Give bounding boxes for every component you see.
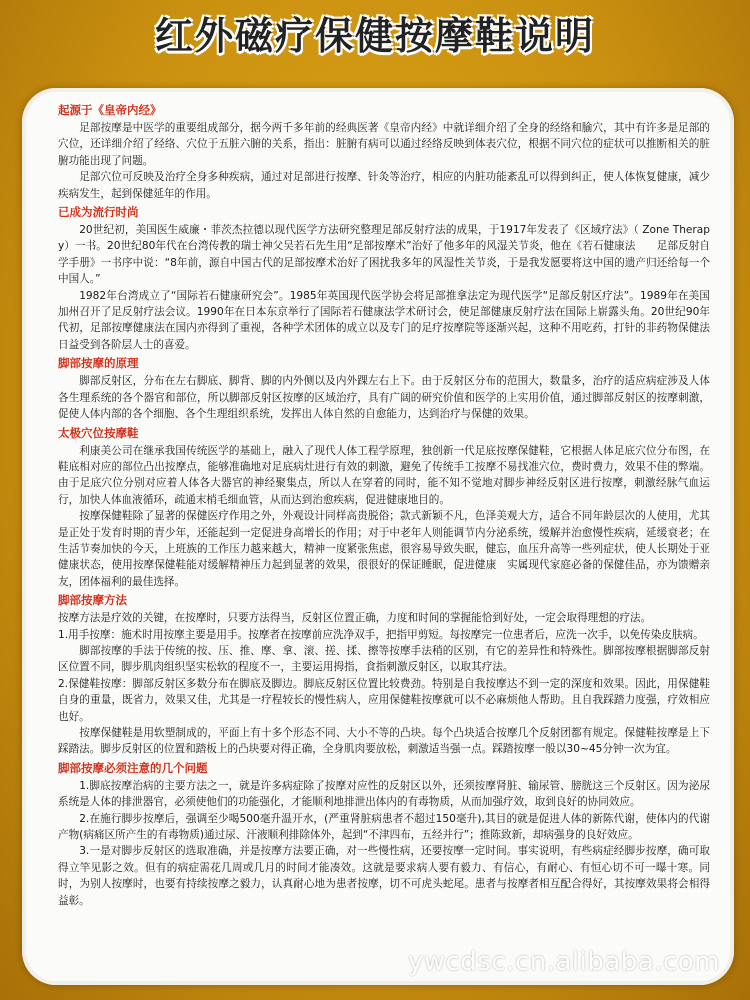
- section-heading-trend: 已成为流行时尚: [58, 205, 139, 220]
- section-heading-principle: 脚部按摩的原理: [58, 356, 139, 371]
- section-paragraph: 足部穴位可反映及治疗全身多种疾病，通过对足部进行按摩、针灸等治疗，相应的内脏功能紊乱可以得到纠正，使人体恢复健康，减少疾病发生，起到保健延年的作用。: [58, 171, 710, 200]
- section-paragraph: 按摩保健鞋除了显著的保健医疗作用之外，外观设计同样高贵脱俗；款式新颖不凡，色泽美观大方，适合不同年龄层次的人使用，尤其是正处于发育时期的青少年，还能起到一定促进身高增长的作用；对于中老年人则能调节内分泌系统，缓解并治愈慢性疾病，延缓衰老；在生活节奏加快的今天，上班族的工作压力越来越大，精神一度紧张焦虑，很容易导致失眠，健忘，血压升高等一些列症状，使人长期处于亚健康状态，使用按摩保健鞋能对缓解精神压力起到显著的效果，很很好的保证睡眠，促进健康 实属现代家庭必备的保健佳品，亦为馈赠亲友，团体福利的最佳选择。: [58, 510, 710, 588]
- section-paragraph: 脚部按摩的手法于传统的按、压、推、摩、拿、滚、搓、揉、擦等按摩手法稍的区别，有它的差异性和特殊性。脚部按摩根据脚部反射区位置不同，脚步肌肉组织坚实松软的程度不一，主要运用拇指，食指刺激反射区，以取其疗法。: [58, 644, 710, 674]
- section-paragraph: 2.保健鞋按摩：脚部反射区多数分布在脚底及脚边。脚底反射区位置比较费劲。特别是自我按摩达不到一定的深度和效果。因此，用保健鞋自身的重量，既省力，效果又佳，尤其是一疗程较长的慢性病人，应用保健鞋按摩就可以不必麻烦他人帮助。且自我踩踏力度强，疗效相应也好。: [58, 677, 710, 723]
- section-heading-origin: 起源于《皇帝内经》: [58, 103, 162, 117]
- section-paragraph: 1.用手按摩：施术时用按摩主要是用手。按摩者在按摩前应洗净双手，把指甲剪短。每按摩完一位患者后，应洗一次手，以免传染皮肤病。: [58, 628, 704, 641]
- watermark-text: ywcdsc.cn.alibaba.com: [407, 947, 720, 977]
- section-paragraph: 3.一是对脚步反射区的选取准确，并是按摩方法要正确，对一些慢性病，还要按摩一定时间。事实说明，有些病症经脚步按摩，确可取得立竿见影之效。但有的病症需花几周或几月的时间才能凑效。这就是要求病人要有毅力、有信心，有耐心、有恒心切不可一曝十寒。同时，为别人按摩时，也要有持续按摩之毅力，认真耐心地为患者按摩，切不可虎头蛇尾。患者与按摩者相互配合得好，其按摩效果将会相得益彰。: [58, 845, 710, 907]
- section-paragraph: 按摩方法是疗效的关键，在按摩时，只要方法得当，反射区位置正确，力度和时间的掌握能恰到好处，一定会取得理想的疗法。: [58, 612, 652, 625]
- page-title: 红外磁疗保健按摩鞋说明: [154, 14, 595, 58]
- section-paragraph: 利康美公司在继承我国传统医学的基础上，融入了现代人体工程学原理，独创新一代足底按摩保健鞋，它根据人体足底穴位分布图，在鞋底相对应的部位凸出按摩点，能够准确地对足底病灶进行有效的刺激，避免了传统手工按摩不易找准穴位，费时费力，效果不佳的弊端。由于足底穴位分别对应着人体各大器官的神经聚集点，所以人在穿着的同时，能不知不觉地对脚步神经反射区进行按摩，刺激经脉气血运行，加快人体血液循环，疏通末梢毛细血管，从而达到治愈疾病，促进健康地目的。: [58, 444, 710, 506]
- section-paragraph: 1982年台湾成立了“国际若石健康研究会”。1985年英国现代医学协会将足部推拿法定为现代医学“足部反射区疗法”。1989年在美国加州召开了足反射疗法会议。1990年在日本东京举行了国际若石健康法学术研讨会，使足部健康反射疗法在国际上崭露头角。20世纪90年代初，足部按摩健康法在国内亦得到了重视，各种学术团体的成立以及专门的足疗按摩院等逐渐兴起，这种不用吃药，打针的非药物保健法日益受到各阶层人士的喜爱。: [58, 289, 710, 351]
- board-content: [58, 100, 710, 909]
- section-paragraph: 按摩保健鞋是用软塑制成的，平面上有十多个形态不同、大小不等的凸块。每个凸块适合按摩几个反射团都有规定。保健鞋按摩是上下踩踏法。脚步反射区的位置和踏板上的凸块要对得正确，全身肌肉要放松，刺激适当强一点。踩踏按摩一般以30~45分钟一次为宜。: [58, 727, 710, 756]
- section-paragraph: 足部按摩是中医学的重要组成部分，据今两千多年前的经典医著《皇帝内经》中就详细介绍了全身的经络和腧穴，其中有许多是足部的穴位，还详细介绍了经络、穴位于五脏六腑的关系，指出：脏腑有病可以通过经络反映到体表穴位，根据不同穴位的症状可以推断相关的脏腑功能出现了问题。: [58, 122, 710, 167]
- section-paragraph: 20世纪初，美国医生威廉・菲茨杰拉德以现代医学方法研究整理足部反射疗法的成果，于1917年发表了《区域疗法》（ Zone Therapy）一书。20世纪80年代在台湾传教的瑞士神父吴若石先生用“足部按摩术”治好了他多年的风湿关节炎，他在《若石健康法 足部反射自学手册》一书序中说：“8年前，源自中国古代的足部按摩术治好了困扰我多年的风湿性关节炎，于是我发愿要将这中国的遗产归还给每一个中国人。”: [58, 224, 710, 286]
- section-heading-method: 脚部按摩方法: [58, 593, 127, 608]
- section-paragraph: 1.脚底按摩治病的主要方法之一，就是许多病症除了按摩对应性的反射区以外，还须按摩肾脏、输尿管、膀胱这三个反射区。因为泌尿系统是人体的排泄器官，必须使他们的功能强化，才能顺利地排泄出体内的有毒物质，从而加强疗效，取到良好的协同效应。: [58, 779, 710, 809]
- section-paragraph: 脚部反射区，分布在左右脚底、脚背、脚的内外侧以及内外踝左右上下。由于反射区分布的范围大，数量多，治疗的适应病症涉及人体各生理系统的各个器官和部位，所以脚部反射区按摩的区域治疗，具有广阔的研究价值和医学的上实用价值，通过脚部反射区的按摩刺激，促使人体内部的各个细胞、各个生理组织系统，发挥出人体自然的自愈能力，达到治疗与保健的效果。: [58, 375, 710, 421]
- section-heading-shoe: 太极穴位按摩鞋: [58, 425, 139, 440]
- section-heading-notes: 脚部按摩必须注意的几个问题: [58, 760, 208, 775]
- section-paragraph: 2.在施行脚步按摩后，强调至少喝500毫升温开水，(严重肾脏病患者不超过150毫升),其目的就是促进人体的新陈代谢，使体内的代谢产物(病痛区所产生的有毒物质)通过尿、汗液顺利排除体外，起到“不津四布，五经并行”；推陈致新，却病强身的良好效应。: [58, 812, 710, 842]
- instruction-board: [22, 88, 734, 985]
